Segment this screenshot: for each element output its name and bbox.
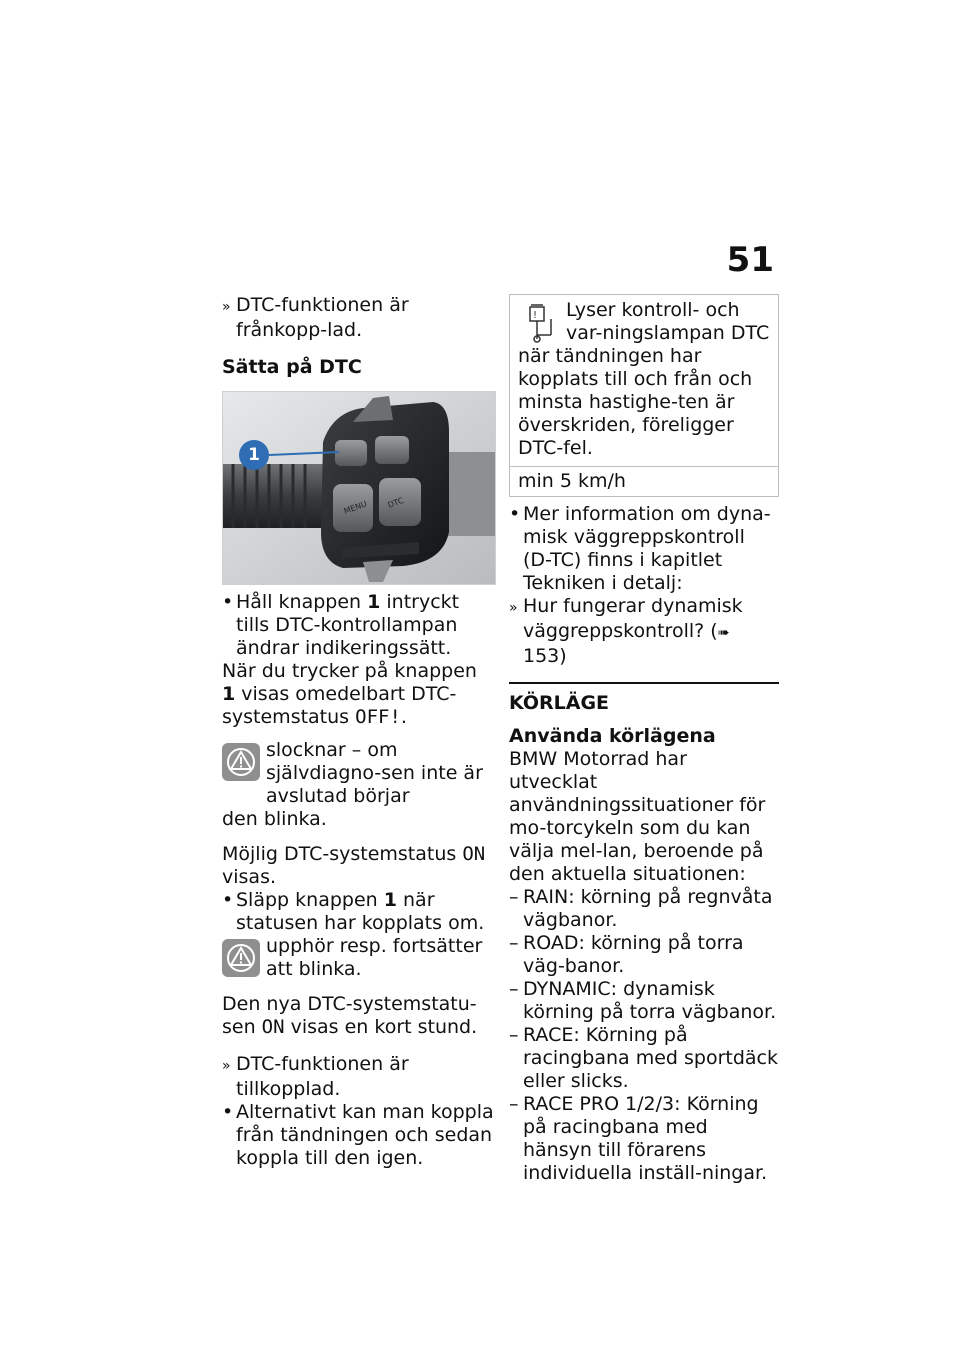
right-column [509, 294, 779, 1185]
status-off: OFF! [355, 706, 401, 728]
warning-note [222, 739, 494, 808]
note-tail: den blinka. [222, 808, 327, 830]
dtc-warning-light-icon [222, 743, 260, 781]
dtc-warning-light-icon [222, 939, 260, 977]
intro-paragraph: BMW Motorrad har utvecklat användningssituationer för mo-torcykeln som du kan välja mel-lan, beroende på den aktuella situationen: [509, 748, 766, 885]
status-on: ON [462, 843, 486, 865]
subheading: Använda körlägena [509, 725, 716, 747]
bullet-icon: • [222, 1101, 234, 1123]
handlebar-switch-illustration [223, 392, 495, 584]
bullet-icon: • [222, 591, 234, 613]
mode-list-item: – RACE: Körning på racingbana med sportdäck eller slicks. [509, 1024, 779, 1092]
page-reference-arrow-icon: ➠ [717, 625, 730, 641]
info-table [509, 294, 779, 497]
info-table-text-cell: ! Lyser kontroll- och var-ningslampan DTC när tändningen har kopplats till och från och minsta hastighe-ten är överskriden, föreligger DTC-fel. [518, 299, 770, 459]
mode-list-item: – RAIN: körning på regnvåta vägbanor. [509, 886, 773, 931]
result-arrow-icon: » [509, 600, 518, 616]
info-table-speed-cell: min 5 km/h [510, 466, 778, 496]
page-reference-link[interactable]: 153 [523, 645, 560, 667]
body-paragraph: Den nya DTC-systemstatu-sen ON visas en kort stund. [222, 993, 478, 1038]
section-title: KÖRLÄGE [509, 692, 610, 714]
menu-button-label: MENU [342, 499, 369, 516]
dtc-button-label: DTC [386, 495, 405, 510]
svg-text:!: ! [533, 310, 538, 321]
indicator-light-icon [518, 299, 562, 345]
section-heading: Sätta på DTC [222, 356, 362, 378]
result-arrow-icon: » [222, 1058, 231, 1074]
note-text: slocknar – om självdiagno-sen inte är avslutad börjar [266, 739, 483, 807]
mode-list-item: – ROAD: körning på torra väg-banor. [509, 932, 744, 977]
bullet-icon: • [222, 889, 234, 911]
result-line: » DTC-funktionen är frånkopp-lad. [222, 294, 409, 341]
section-divider [509, 682, 779, 684]
instruction-bullet: • Mer information om dyna-misk väggreppskontroll (D-TC) finns i kapitlet Tekniken i detalj: [509, 503, 771, 594]
result-line: » DTC-funktionen är tillkopplad. [222, 1053, 409, 1100]
result-arrow-icon: » [222, 299, 231, 315]
callout-number-1: 1 [239, 440, 269, 470]
cross-reference: » Hur fungerar dynamisk väggreppskontroll? (➠ 153) [509, 595, 743, 667]
left-column [222, 294, 494, 1170]
instruction-bullet: • Släpp knappen 1 när statusen har kopplats om. [222, 889, 485, 934]
instruction-bullet: • Håll knappen 1 intryckt tills DTC-kontrollampan ändrar indikeringssätt. [222, 591, 460, 659]
warning-note [222, 935, 494, 981]
switch-figure [222, 391, 496, 585]
bullet-icon: • [509, 503, 521, 525]
body-paragraph: När du trycker på knappen 1 visas omedelbart DTC-systemstatus OFF!. [222, 660, 477, 728]
mode-list-item: – DYNAMIC: dynamisk körning på torra vägbanor. [509, 978, 777, 1023]
mode-list-item: – RACE PRO 1/2/3: Körning på racingbana med hänsyn till förarens individuella inställ-ningar. [509, 1093, 768, 1184]
status-on: ON [261, 1016, 285, 1038]
instruction-bullet: • Alternativt kan man koppla från tändningen och sedan koppla till den igen. [222, 1101, 494, 1169]
body-paragraph: Möjlig DTC-systemstatus ON visas. [222, 843, 486, 888]
page-number: 51 [726, 240, 774, 280]
note-text: upphör resp. fortsätter att blinka. [266, 935, 483, 980]
